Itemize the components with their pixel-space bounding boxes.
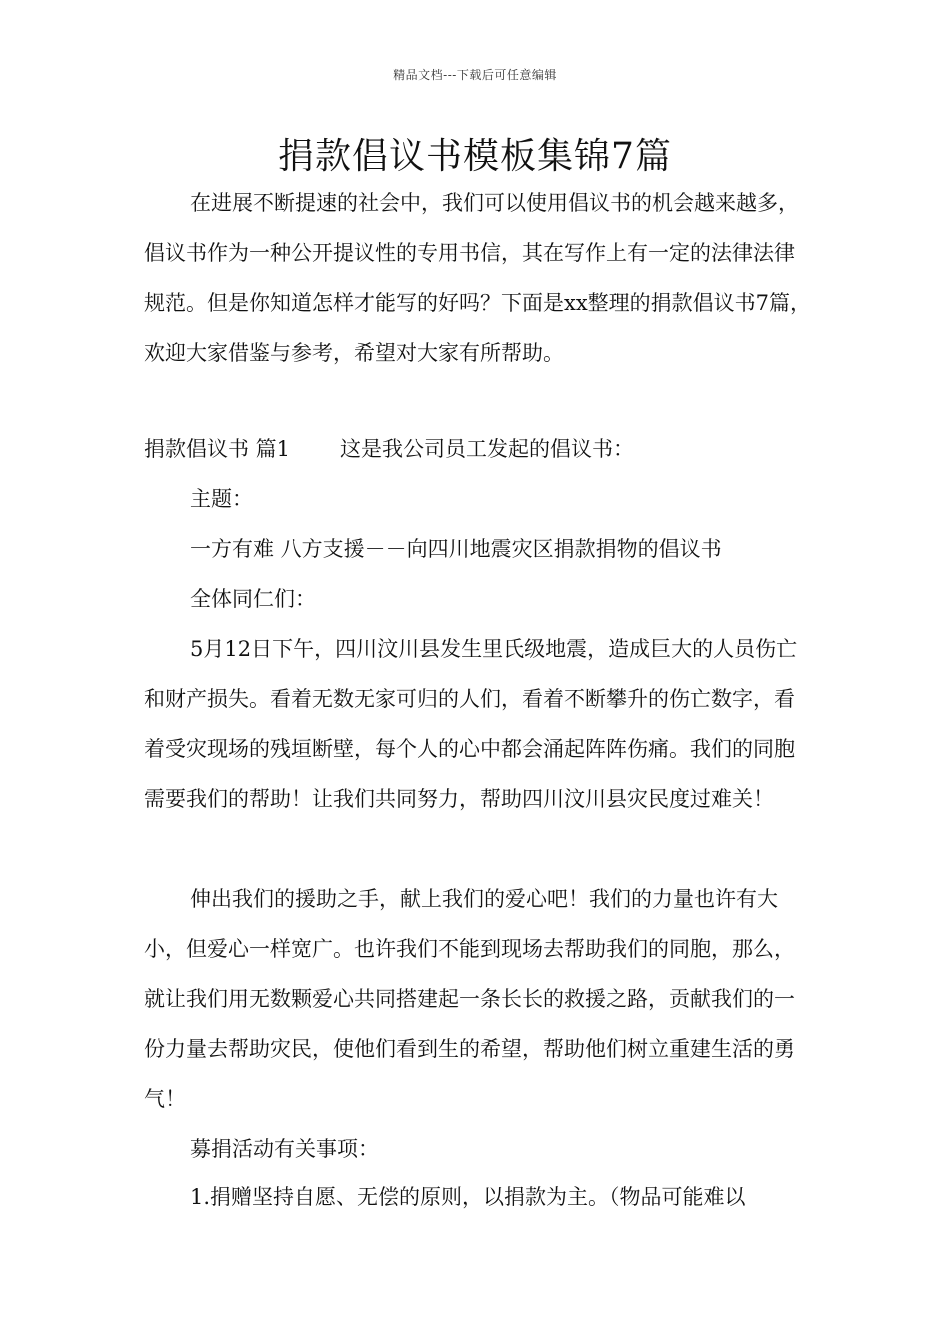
appeal-paragraph: 伸出我们的援助之手，献上我们的爱心吧！我们的力量也许有大小，但爱心一样宽广。也许我们不能到现场去帮助我们的同胞，那么，就让我们用无数颗爱心共同搭建起一条长长的救援之路，贡献我们的一份力量去帮助灾民，使他们看到生的希望，帮助他们树立重建生活的勇气！ (144, 887, 795, 1111)
event-paragraph: 5月12日下午，四川汶川县发生里氏级地震，造成巨大的人员伤亡和财产损失。看着无数无家可归的人们，看着不断攀升的伤亡数字，看着受灾现场的残垣断壁，每个人的心中都会涌起阵阵伤痛。我们的同胞需要我们的帮助！让我们共同努力，帮助四川汶川县灾民度过难关！ (144, 637, 798, 811)
topic-label: 主题： (190, 487, 253, 511)
section-heading: 捐款倡议书 篇1 (144, 437, 291, 461)
document-title: 捐款倡议书模板集锦7篇 (278, 136, 672, 177)
section-lead: 这是我公司员工发起的倡议书： (340, 437, 635, 461)
slogan-line: 一方有难 八方支援－－向四川地震灾区捐款捐物的倡议书 (190, 537, 722, 561)
greeting-line: 全体同仁们： (190, 587, 316, 611)
page-header-note: 精品文档---下载后可任意编辑 (393, 68, 557, 82)
matters-heading: 募捐活动有关事项： (190, 1137, 379, 1161)
intro-paragraph: 在进展不断提速的社会中，我们可以使用倡议书的机会越来越多，倡议书作为一种公开提议性的专用书信，其在写作上有一定的法律法律规范。但是你知道怎样才能写的好吗？下面是xx整理的捐款倡议书7篇，欢迎大家借鉴与参考，希望对大家有所帮助。 (144, 191, 812, 365)
list-item: 1.捐赠坚持自愿、无偿的原则，以捐款为主。（物品可能难以 (190, 1185, 746, 1209)
section-heading-line (144, 424, 814, 474)
